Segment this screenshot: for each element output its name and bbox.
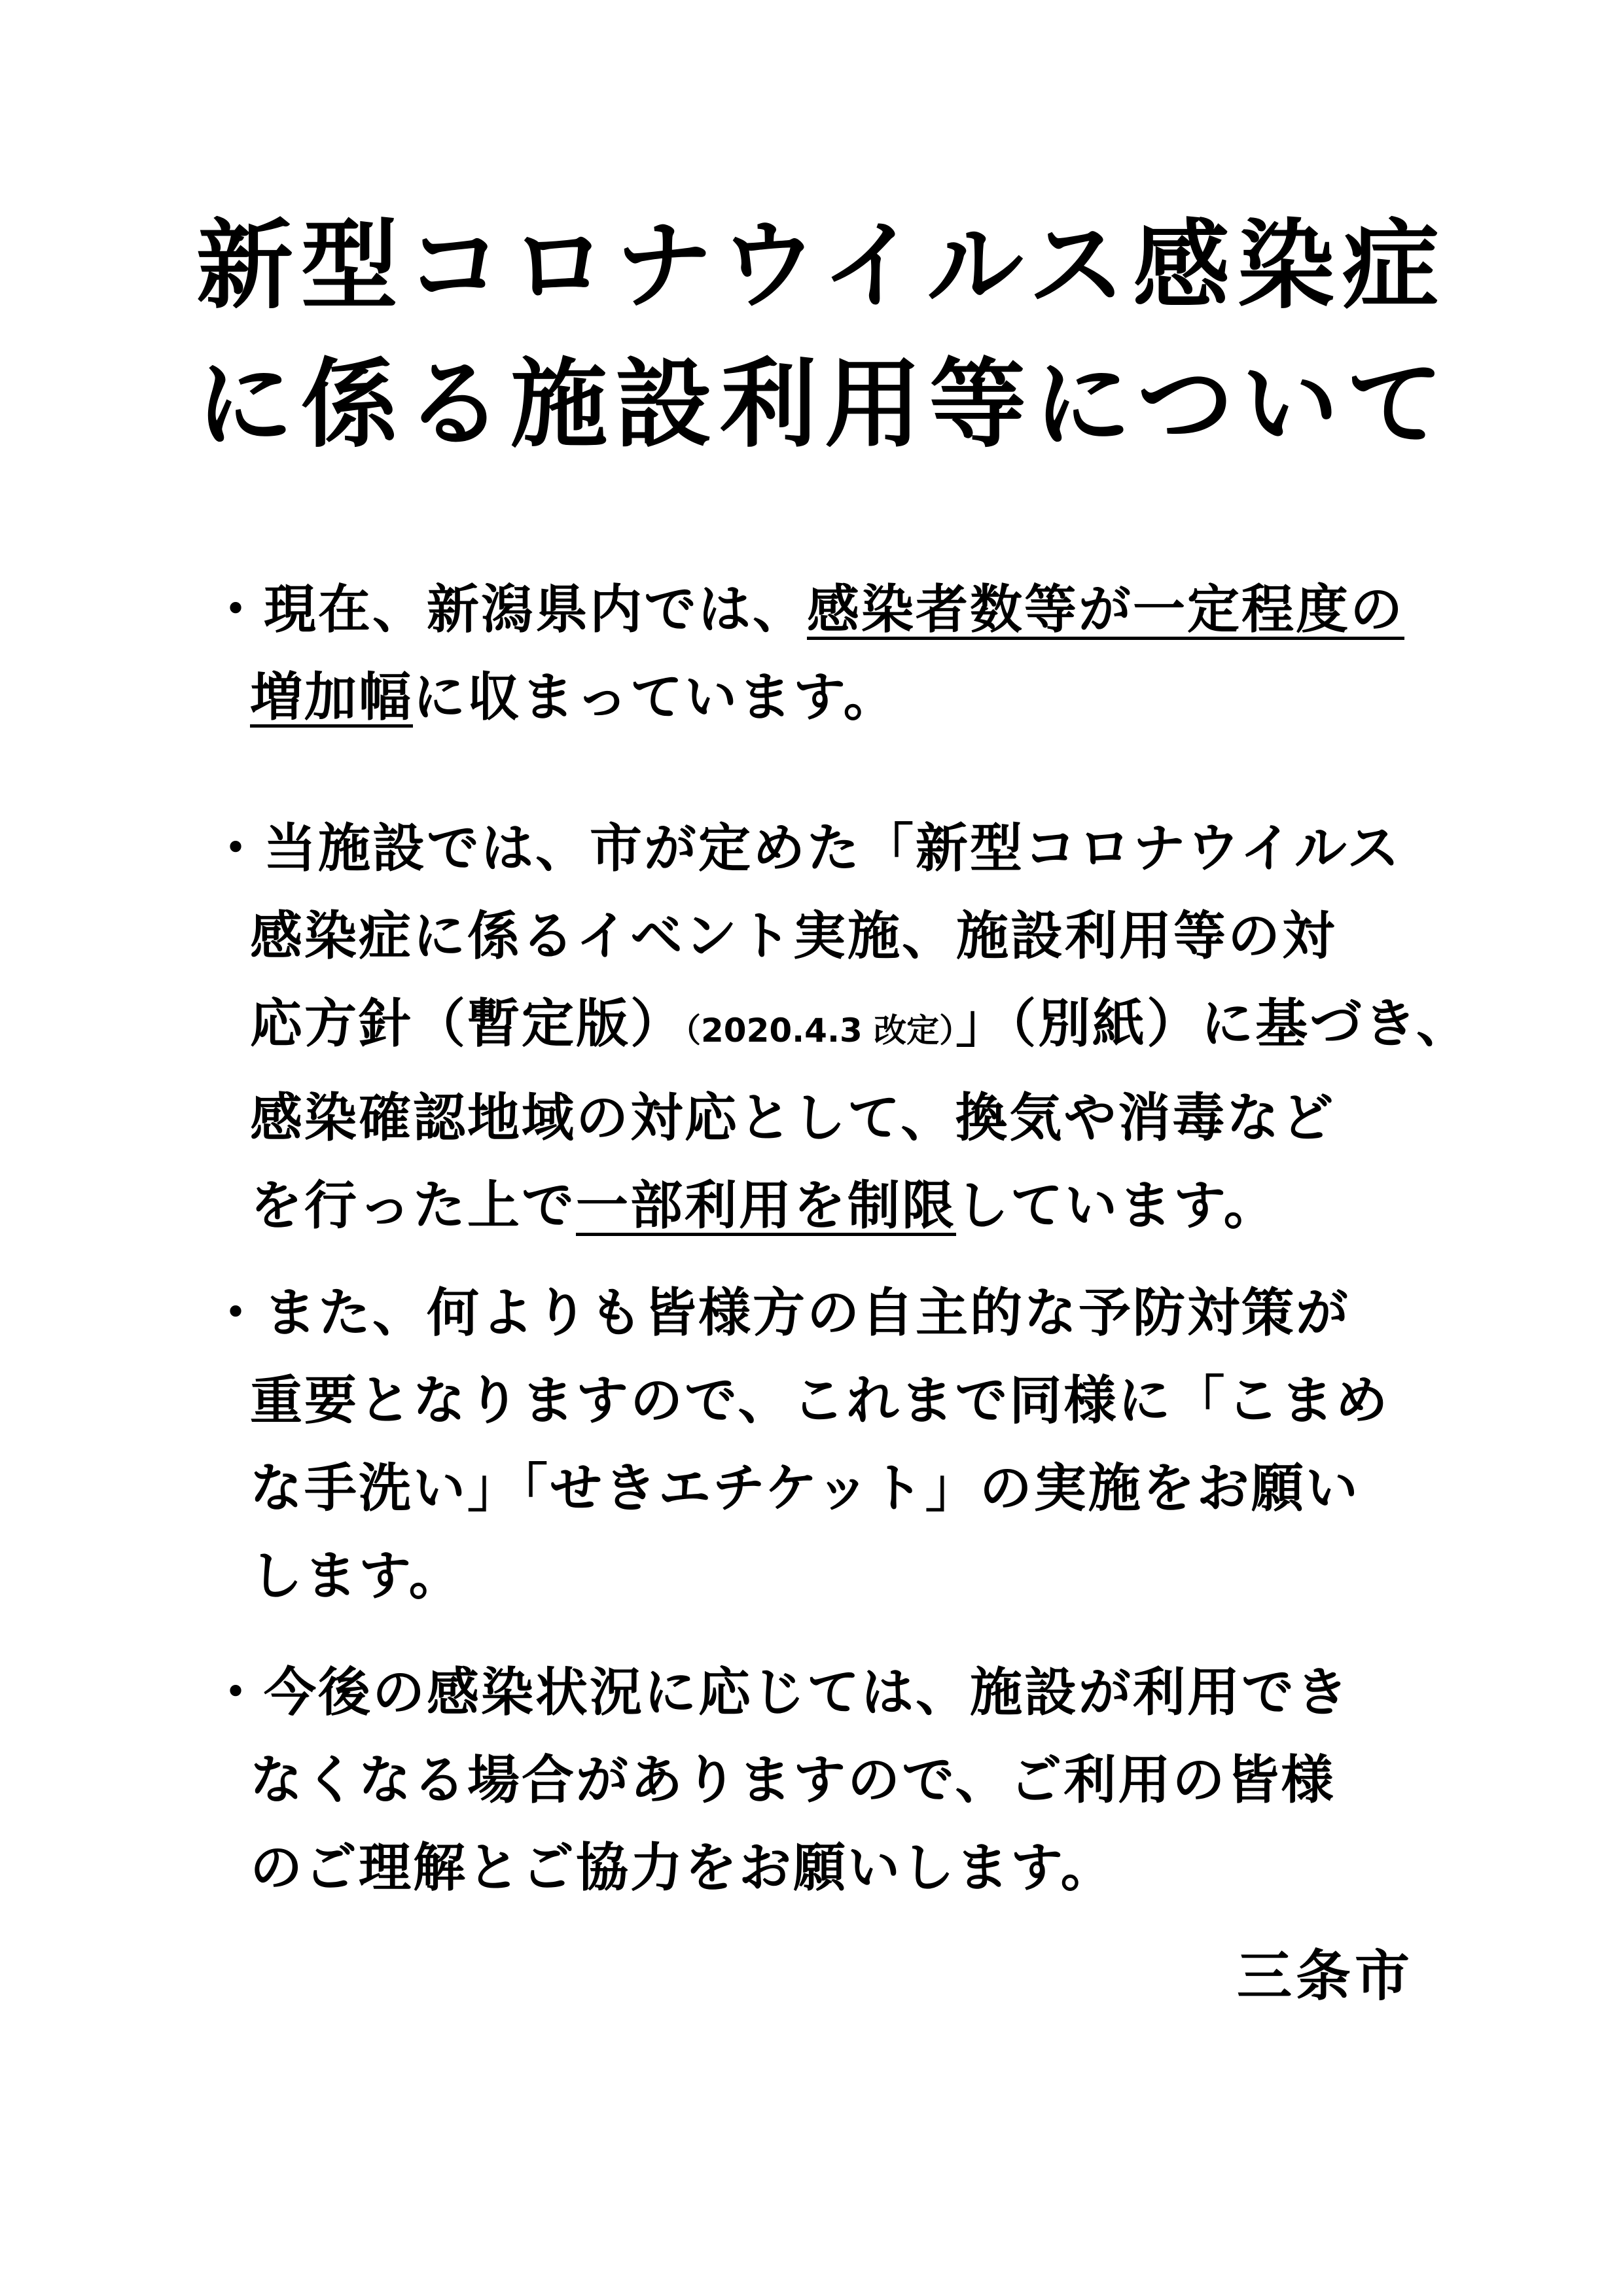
issuer-signature: 三条市 xyxy=(1236,1944,1414,2008)
bullet-1-underlined-a: 感染者数等が一定程度の xyxy=(807,579,1404,640)
bullet-2-text-a: 応方針（暫定版） xyxy=(250,993,685,1054)
revision-date-note: （2020.4.3 改定） xyxy=(685,1012,956,1050)
bullet-1-text-a: ・現在、新潟県内では、 xyxy=(209,579,807,640)
bullet-1-line-1 xyxy=(209,566,1479,654)
bullet-2-line-4: 感染確認地域の対応として、換気や消毒など xyxy=(250,1087,1336,1148)
bullet-2-line-2: 感染症に係るイベント実施、施設利用等の対 xyxy=(250,906,1336,966)
bullet-1-underlined-b: 増加幅 xyxy=(250,667,413,728)
bullet-current-status xyxy=(209,566,1479,741)
bullet-2-text-b: 」（別紙）に基づき、 xyxy=(955,993,1471,1054)
page-title xyxy=(196,196,1479,474)
bullet-4-line-3: のご理解とご協力をお願いします。 xyxy=(250,1837,1115,1898)
title-line-1: 新型コロナウイルス感染症 xyxy=(196,209,1448,322)
bullet-2-line-5 xyxy=(209,1162,1479,1250)
bullet-1-text-b: に収まっています。 xyxy=(413,667,898,728)
bullet-4-line-1: ・今後の感染状況に応じては、施設が利用でき xyxy=(209,1662,1350,1723)
bullet-2-text-d: しています。 xyxy=(956,1175,1278,1236)
bullet-2-underlined: 一部利用を制限 xyxy=(576,1175,956,1236)
bullet-4-line-2: なくなる場合がありますので、ご利用の皆様 xyxy=(250,1750,1336,1810)
bullet-2-line-1: ・当施設では、市が定めた「新型コロナウイルス xyxy=(209,818,1402,879)
bullet-3-line-1: ・また、何よりも皆様方の自主的な予防対策が xyxy=(209,1282,1350,1343)
bullet-2-text-c: を行った上で xyxy=(250,1175,576,1236)
bullet-prevention-request xyxy=(209,1269,1479,1620)
bullet-1-line-2 xyxy=(209,654,1479,741)
bullet-future-notice xyxy=(209,1649,1479,1912)
bullet-2-line-3 xyxy=(209,980,1479,1074)
bullet-3-line-3: な手洗い」「せきエチケット」の実施をお願い xyxy=(250,1458,1360,1519)
bullet-3-line-4: します。 xyxy=(250,1545,463,1606)
bullet-3-line-2: 重要となりますので、これまで同様に「こまめ xyxy=(250,1370,1390,1431)
bullet-facility-policy xyxy=(209,805,1479,1250)
title-line-2: に係る施設利用等について xyxy=(196,348,1452,461)
